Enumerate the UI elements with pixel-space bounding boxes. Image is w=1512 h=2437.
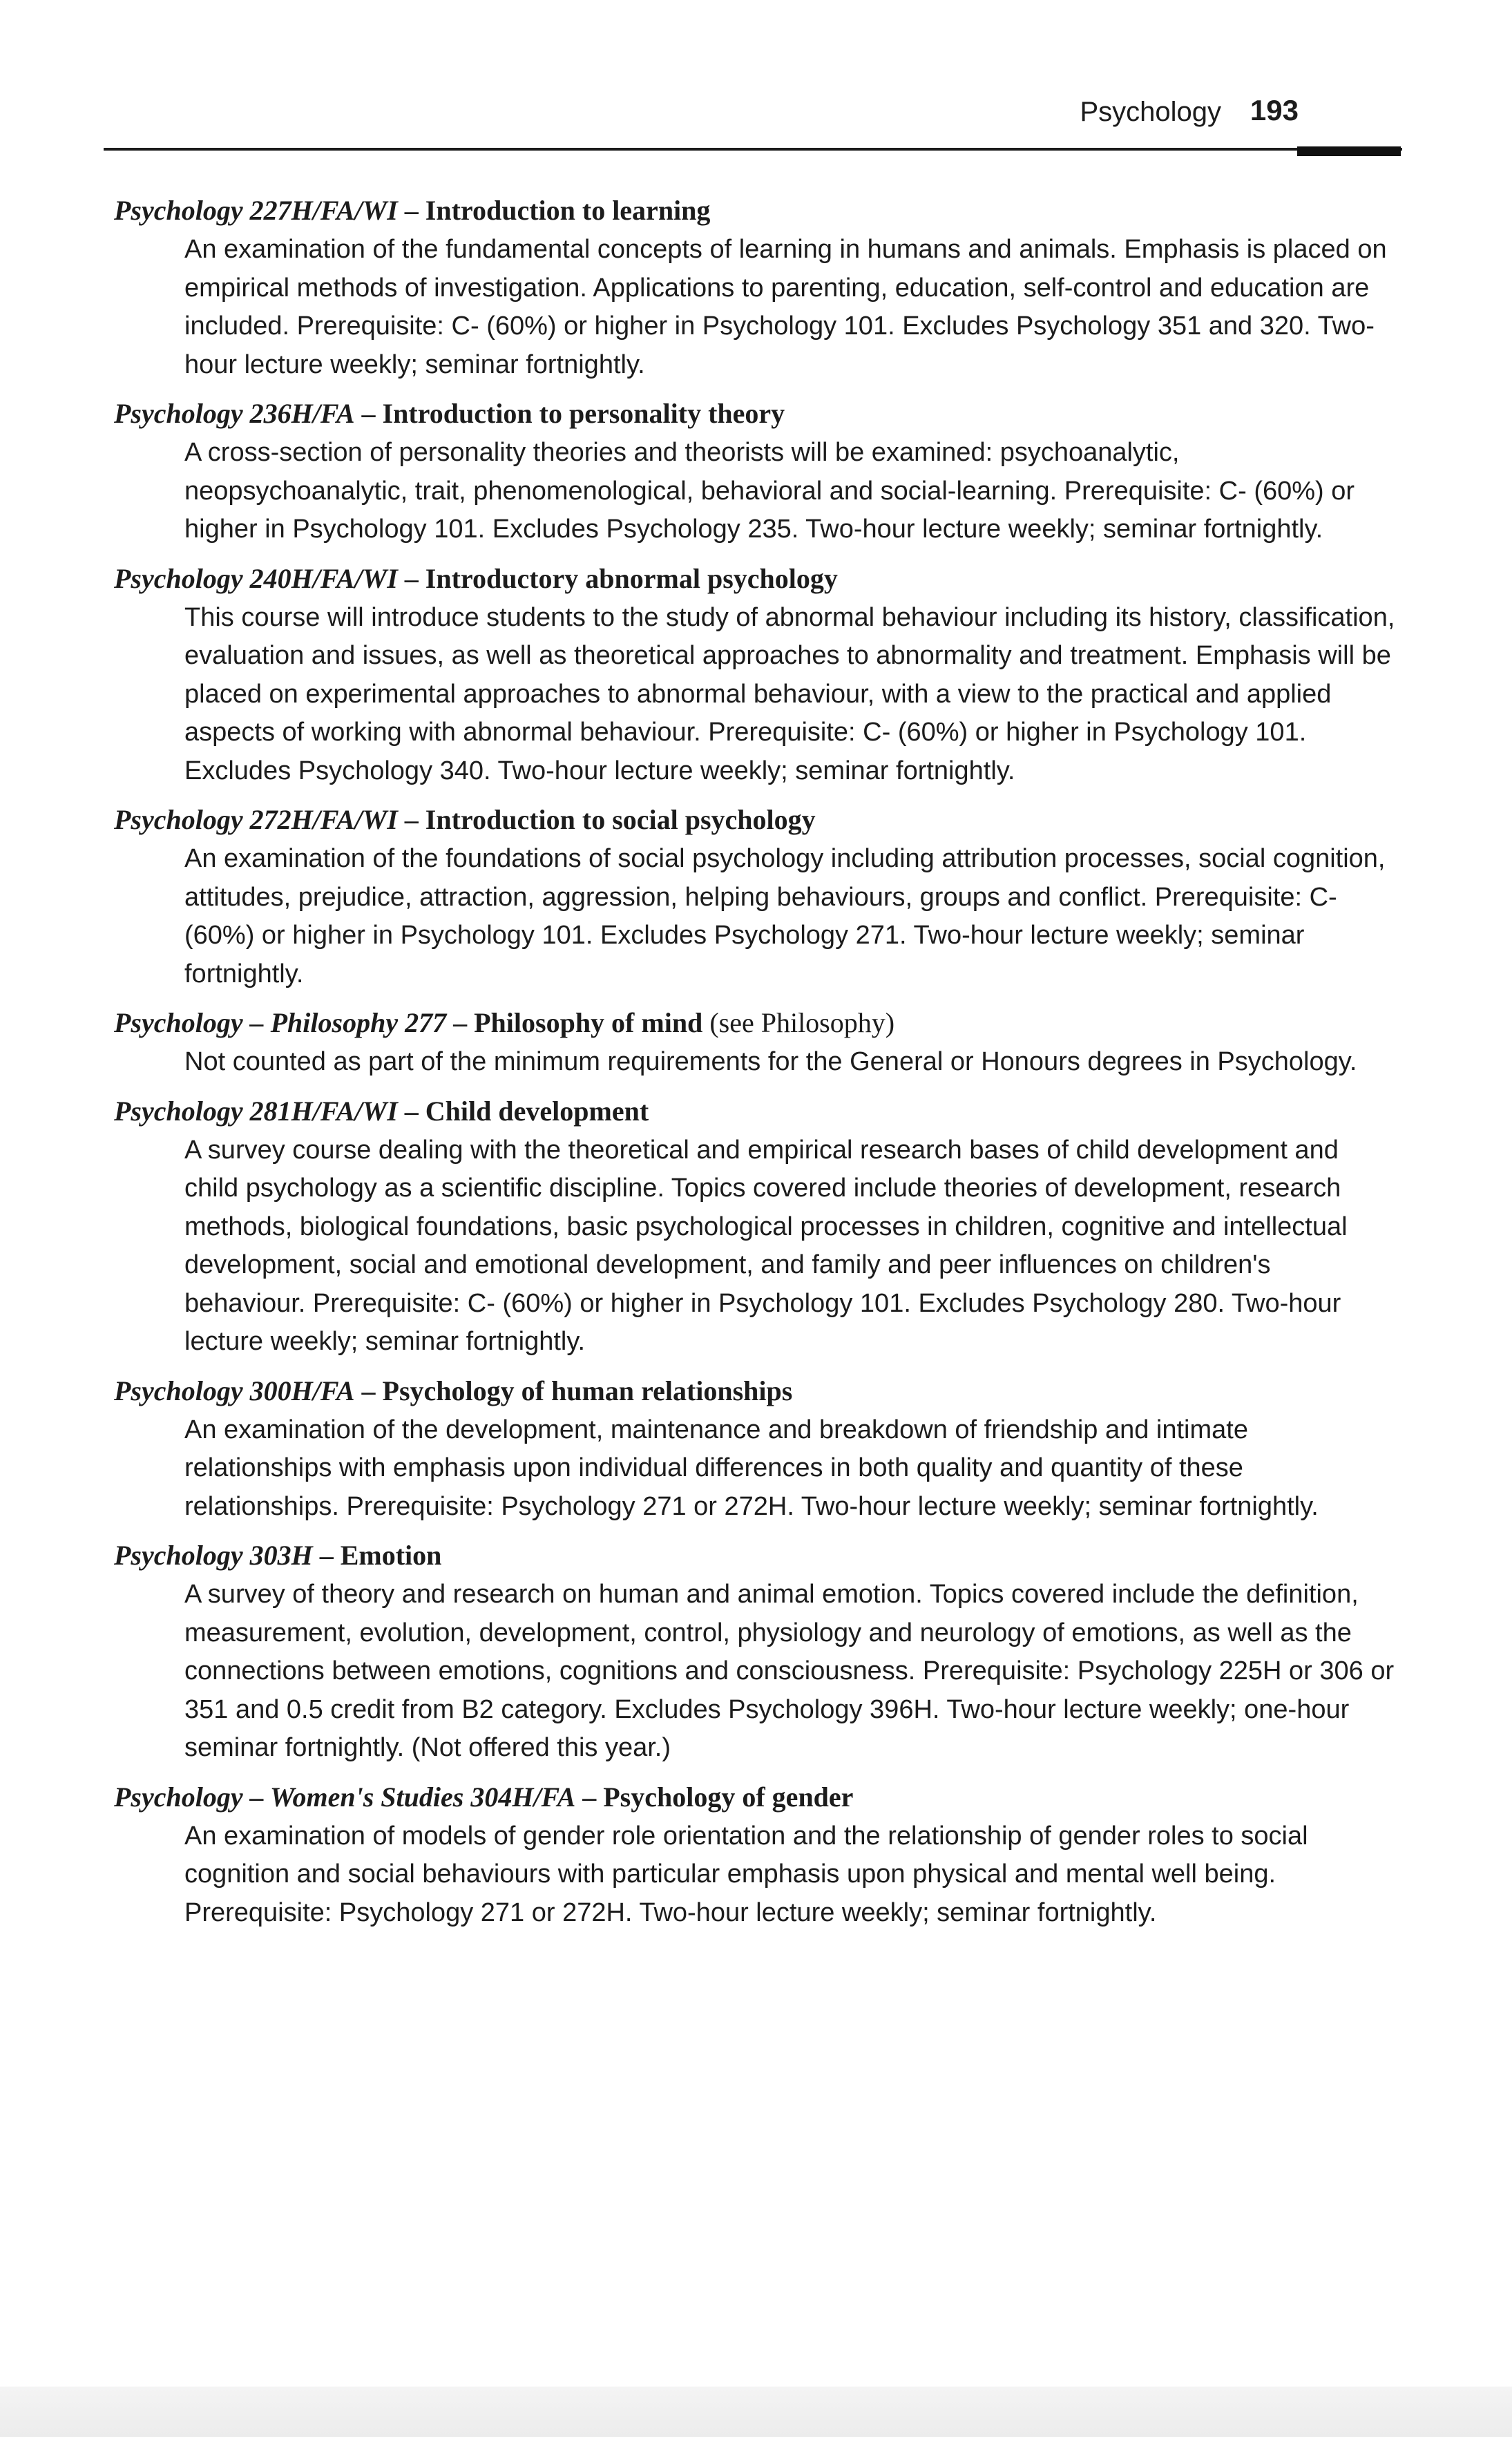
course-entry [114,1537,1395,1768]
course-description: An examination of models of gender role orientation and the relationship of gender roles to social cognition and social behaviours with particular emphasis upon physical and mental well being. Prerequisite: Psychology 271 or 272H. Two-hour lecture weekly; seminar fortnightly. [184,1821,1308,1927]
course-title: Introductory abnormal psychology [425,562,838,594]
course-entry [114,192,1395,384]
running-title: Psychology [1080,97,1221,127]
course-title: Introduction to social psychology [425,804,816,835]
course-heading [114,801,1395,839]
course-description: An examination of the fundamental concepts of learning in humans and animals. Emphasis is placed on empirical methods of investigation. Applications to parenting, education, self-control and education are included. Prerequisite: C- (60%) or higher in Psychology 101. Excludes Psychology 351 and 320. Two-hour lecture weekly; seminar fortnightly. [184,235,1387,379]
course-entry [114,560,1395,791]
header-rule-tab [1297,146,1401,156]
course-entry [114,1093,1395,1361]
course-heading [114,1779,1395,1816]
course-note: (see Philosophy) [702,1007,895,1038]
course-code: Psychology 227H/FA/WI [114,195,398,226]
course-description: Not counted as part of the minimum requirements for the General or Honours degrees in Psychology. [184,1047,1357,1076]
page-number: 193 [1250,94,1299,126]
course-entry [114,1004,1395,1082]
course-heading [114,1004,1395,1042]
course-code: Psychology – Philosophy 277 [114,1007,447,1038]
page-header [104,88,1402,151]
course-code: Psychology 272H/FA/WI [114,804,398,835]
header-rule [104,148,1402,151]
course-title: Psychology of gender [603,1781,854,1813]
course-heading [114,1537,1395,1574]
course-heading [114,395,1395,432]
course-title: Child development [425,1095,649,1127]
course-separator: – [397,804,425,835]
course-description: An examination of the foundations of social psychology including attribution processes, social cognition, attitudes, prejudice, attraction, aggression, helping behaviours, groups and conflict. Prerequisite: C- (60%) or higher in Psychology 101. Excludes Psychology 271. Two-hour lecture weekly; seminar fortnightly. [184,844,1386,988]
course-title: Psychology of human relationships [382,1375,793,1406]
course-title: Introduction to learning [425,195,711,226]
course-heading [114,560,1395,598]
course-code: Psychology 240H/FA/WI [114,562,398,594]
course-description: A cross-section of personality theories and theorists will be examined: psychoanalytic, neopsychoanalytic, trait, phenomenological, behavioral and social-learning. Prerequisite: C- (60%) or higher in Psychology 101. Excludes Psychology 235. Two-hour lecture weekly; seminar fortnightly. [184,438,1355,544]
course-heading [114,192,1395,229]
course-separator: – [397,562,425,594]
course-heading [114,1373,1395,1410]
course-description: This course will introduce students to the study of abnormal behaviour including its history, classification, evaluation and issues, as well as theoretical approaches to abnormality and treatment. Emphasis will be placed on experimental approaches to abnormal behaviour, with a view to the practical and applied aspects of working with abnormal behaviour. Prerequisite: C- (60%) or higher in Psychology 101. Excludes Psychology 340. Two-hour lecture weekly; seminar fortnightly. [184,602,1395,785]
page-bottom-margin [0,2387,1512,2437]
course-entry [114,1373,1395,1527]
course-heading [114,1093,1395,1130]
course-separator: – [575,1781,604,1813]
course-list [114,192,1395,1943]
course-separator: – [354,398,383,429]
course-code: Psychology 281H/FA/WI [114,1095,398,1127]
course-separator: – [354,1375,383,1406]
course-title: Emotion [340,1540,442,1571]
course-separator: – [312,1540,341,1571]
course-entry [114,1779,1395,1933]
course-separator: – [446,1007,475,1038]
course-entry [114,395,1395,549]
course-description: A survey of theory and research on human and animal emotion. Topics covered include the definition, measurement, evolution, development, control, physiology and neurology of emotions, as well as the connections between emotions, cognitions and consciousness. Prerequisite: Psychology 225H or 306 or 351 and 0.5 credit from B2 category. Excludes Psychology 396H. Two-hour lecture weekly; one-hour seminar fortnightly. (Not offered this year.) [184,1580,1395,1762]
course-code: Psychology 236H/FA [114,398,355,429]
course-title: Introduction to personality theory [382,398,785,429]
course-description: A survey course dealing with the theoretical and empirical research bases of child development and child psychology as a scientific discipline. Topics covered include theories of development, research methods, biological foundations, basic psychological processes in children, cognitive and intellectual development, social and emotional development, and family and peer influences on children's behaviour. Prerequisite: C- (60%) or higher in Psychology 101. Excludes Psychology 280. Two-hour lecture weekly; seminar fortnightly. [184,1135,1348,1356]
course-separator: – [397,1095,425,1127]
course-separator: – [397,195,425,226]
course-code: Psychology – Women's Studies 304H/FA [114,1781,576,1813]
course-code: Psychology 300H/FA [114,1375,355,1406]
course-description: An examination of the development, maintenance and breakdown of friendship and intimate relationships with emphasis upon individual differences in both quality and quantity of these relationships. Prerequisite: Psychology 271 or 272H. Two-hour lecture weekly; seminar fortnightly. [184,1415,1319,1521]
course-code: Psychology 303H [114,1540,313,1571]
course-title: Philosophy of mind [474,1007,703,1038]
course-entry [114,801,1395,993]
